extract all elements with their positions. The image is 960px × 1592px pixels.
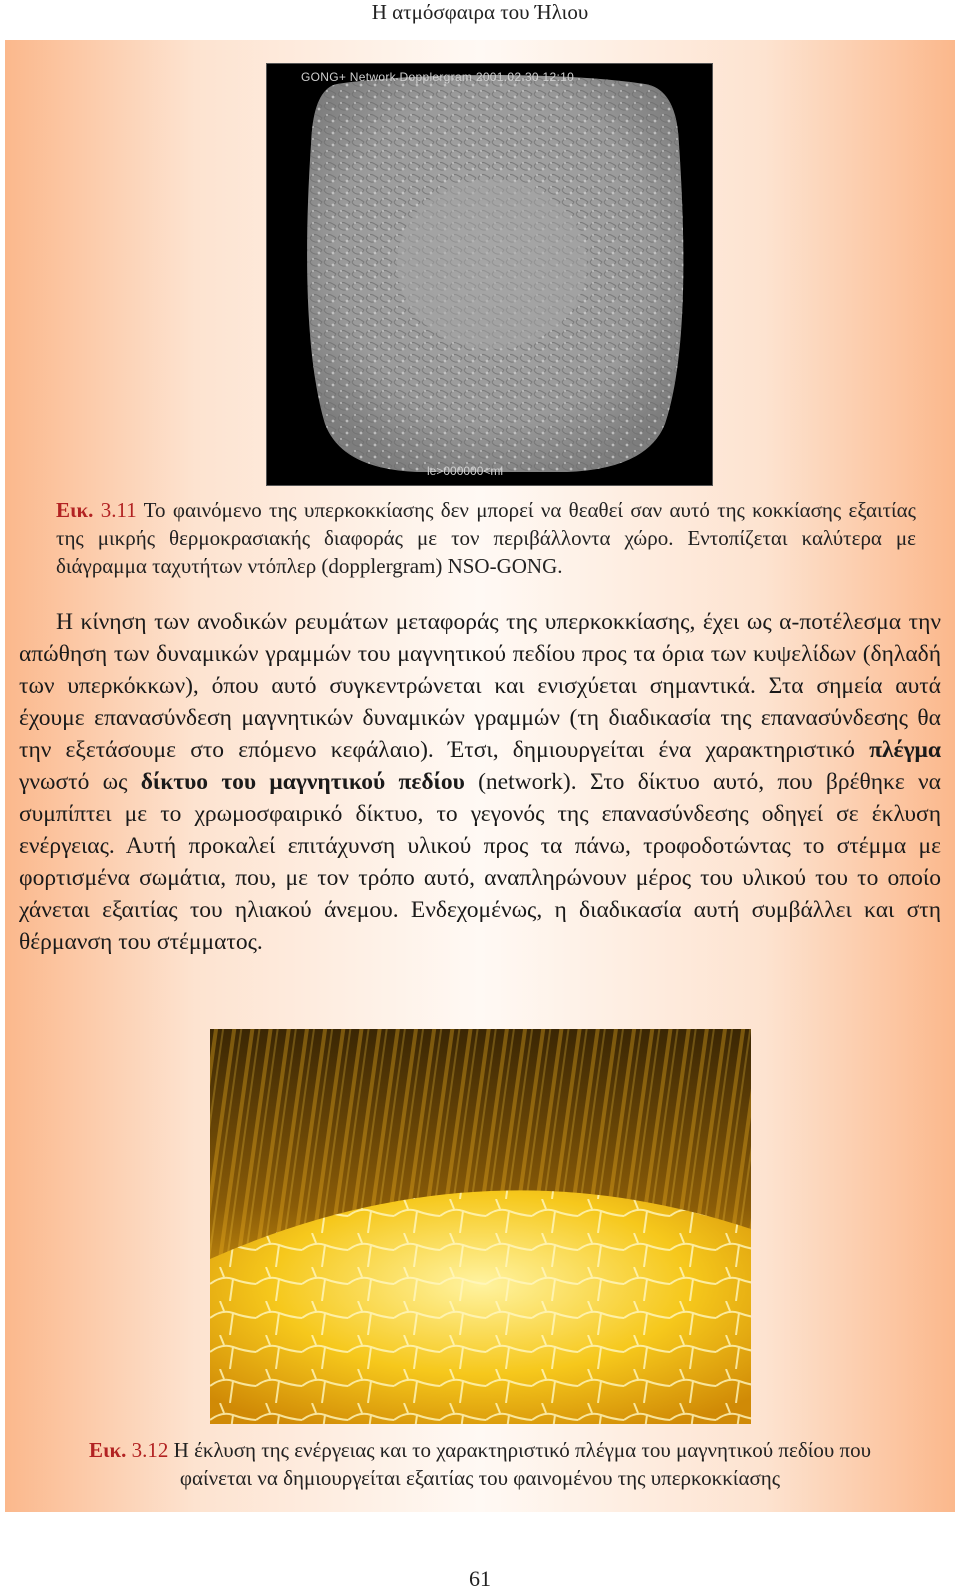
dopplergram-graphic [267,64,712,485]
caption-number: 3.12 [131,1438,169,1462]
caption-text: Το φαινόμενο της υπερκοκκίασης δεν μπορεί να θεαθεί σαν αυτό της κοκκίασης εξαιτίας της μικρής θερμοκρασιακής διαφοράς με τον περιβάλλοντα χώρο. Εντοπίζεται καλύτερα με διάγραμμα ταχυτήτων ντόπλερ (dopplergram) NSO-GONG. [56,498,917,578]
solar-network-graphic [210,1029,751,1424]
caption-label: Εικ. [88,1438,132,1462]
body-paragraph [19,606,941,958]
figure-caption-3-12 [70,1436,890,1492]
dopplergram-title: GONG+ Network Dopplergram 2001.02.30 12:10 [301,70,575,84]
dopplergram-image [266,63,713,486]
paragraph-text-1: Η κίνηση των ανοδικών ρευμάτων μεταφοράς της υπερκοκκίασης, έχει ως α-ποτέλεσμα την απώθηση των δυναμικών γραμμών του μαγνητικού πεδίου προς τα όρια των κυψελίδων (δηλαδή των υπερκόκκων), όπου αυτό συγκεντρώνεται και ενισχύεται σημαντικά. Στα σημεία αυτά έχουμε επανασύνδεση μαγνητικών δυναμικών γραμμών (τη διαδικασία της επανασύνδεσης θα την εξετάσουμε στο επόμενο κεφάλαιο). Έτσι, δημιουργείται ένα χαρακτηριστικό [19,609,941,763]
term-network-grid: πλέγμα [869,737,941,763]
solar-network-image [210,1029,751,1424]
caption-number: 3.11 [100,498,137,522]
caption-label: Εικ. [56,498,101,522]
paragraph-text-3: (network). Στο δίκτυο αυτό, που βρέθηκε να συμπίπτει με το χρωμοσφαιρικό δίκτυο, το γεγονός της επανασύνδεσης οδηγεί σε έκλυση ενέργειας. Αυτή προκαλεί επιτάχυνση υλικού προς τα πάνω, τροφοδοτώντας το στέμμα με φορτισμένα σωμάτια, που, με τον τρόπο αυτό, αναπληρώνουν μέρος του υλικού του το οποίο χάνεται εξαιτίας του ηλιακού άνεμου. Ενδεχομένως, η διαδικασία αυτή συμβάλλει και στη θέρμανση του στέμματος. [19,769,941,955]
dopplergram-footer: le>000000<ml [427,464,504,478]
term-magnetic-network: δίκτυο του μαγνητικού πεδίου [140,769,465,795]
paragraph-text-2: γνωστό ως [19,769,141,795]
running-header: Η ατμόσφαιρα του Ήλιου [371,0,589,24]
page-number: 61 [469,1566,491,1591]
figure-caption-3-11 [56,496,916,580]
caption-text: Η έκλυση της ενέργειας και το χαρακτηριστικό πλέγμα του μαγνητικού πεδίου που φαίνεται να δημιουργείται εξαιτίας του φαινομένου της υπερκοκκίασης [168,1438,872,1490]
